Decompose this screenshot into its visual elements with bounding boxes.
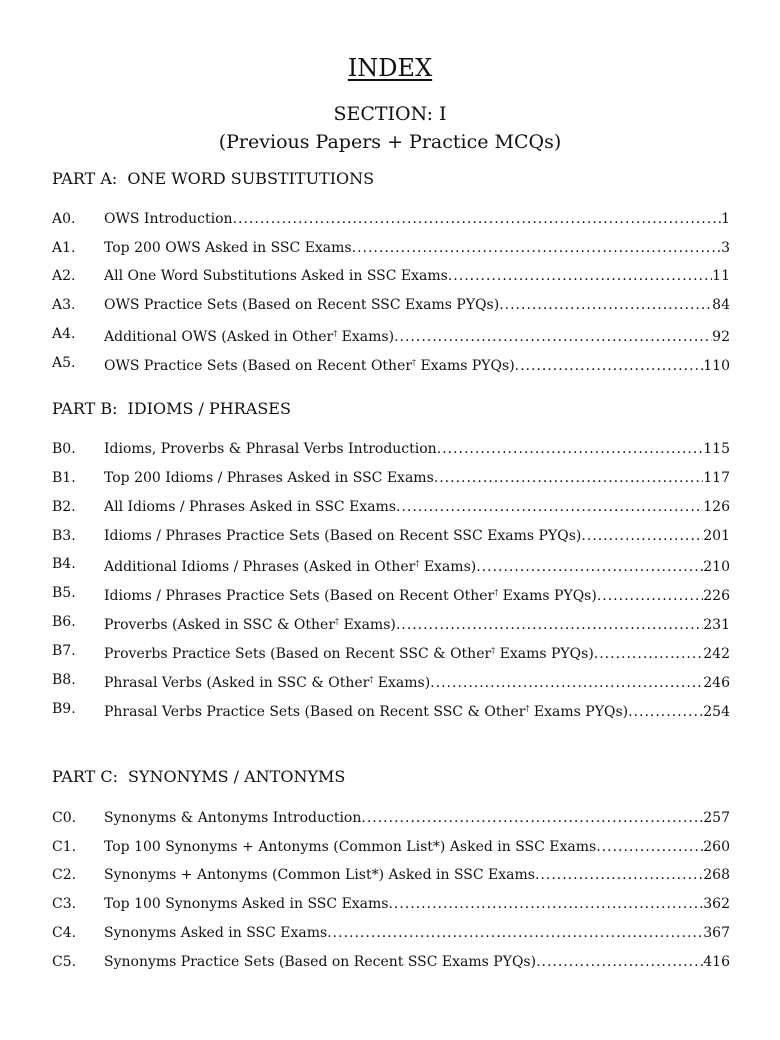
- toc-code: A1.: [52, 240, 76, 256]
- toc-text: Top 100 Synonyms Asked in SSC Exams: [104, 896, 389, 912]
- dagger-mark: †: [525, 704, 530, 713]
- leader-dots: [327, 923, 703, 943]
- toc-row-c0[interactable]: [52, 808, 730, 828]
- leader-dots: [596, 837, 703, 857]
- dagger-mark: †: [333, 329, 338, 338]
- toc-page: 117: [703, 470, 730, 486]
- toc-text: Idioms / Phrases Practice Sets (Based on Recent SSC Exams PYQs): [104, 528, 582, 544]
- toc-text: Top 200 OWS Asked in SSC Exams: [104, 240, 352, 256]
- toc-row-b2[interactable]: [52, 497, 730, 517]
- toc-row-c3[interactable]: [52, 894, 730, 914]
- toc-code: B9.: [52, 701, 76, 717]
- dagger-mark: †: [335, 617, 340, 626]
- toc-page: 92: [712, 329, 730, 345]
- toc-text: Top 100 Synonyms + Antonyms (Common List*) Asked in SSC Exams: [104, 839, 597, 855]
- leader-dots: [581, 526, 703, 546]
- toc-page: 3: [721, 240, 730, 256]
- dagger-mark: †: [369, 675, 374, 684]
- toc-row-a0[interactable]: [52, 209, 730, 229]
- part-name: ONE WORD SUBSTITUTIONS: [127, 169, 375, 188]
- part-label: PART B:: [52, 399, 118, 418]
- toc-code: C4.: [52, 925, 77, 941]
- dagger-mark: †: [494, 588, 499, 597]
- toc-page: 246: [703, 675, 730, 691]
- toc-code: B7.: [52, 643, 76, 659]
- toc-row-c5[interactable]: [52, 952, 730, 972]
- toc-text: Proverbs Practice Sets (Based on Recent SSC & Other† Exams PYQs): [104, 646, 594, 662]
- leader-dots: [352, 238, 721, 258]
- toc-text: Synonyms & Antonyms Introduction: [104, 810, 362, 826]
- toc-row-b8[interactable]: [52, 670, 730, 690]
- toc-row-a5[interactable]: [52, 353, 730, 373]
- toc-code: B4.: [52, 556, 76, 572]
- toc-page: 115: [703, 441, 730, 457]
- toc-page: 201: [703, 528, 730, 544]
- toc-text: Additional OWS (Asked in Other† Exams): [104, 329, 395, 345]
- toc-row-a1[interactable]: [52, 238, 730, 258]
- toc-page: 231: [703, 617, 730, 633]
- toc-text: Synonyms Practice Sets (Based on Recent SSC Exams PYQs): [104, 954, 537, 970]
- toc-row-a4[interactable]: [52, 324, 730, 344]
- part-name: IDIOMS / PHRASES: [127, 399, 291, 418]
- toc-page: 362: [703, 896, 730, 912]
- part-label: PART C:: [52, 767, 119, 786]
- toc-page: 226: [703, 588, 730, 604]
- toc-text: All Idioms / Phrases Asked in SSC Exams: [104, 499, 397, 515]
- toc-code: A0.: [52, 211, 76, 227]
- toc-text: Phrasal Verbs (Asked in SSC & Other† Exams): [104, 675, 431, 691]
- leader-dots: [388, 894, 703, 914]
- toc-row-b0[interactable]: [52, 439, 730, 459]
- leader-dots: [396, 497, 703, 517]
- section-subtitle: (Previous Papers + Practice MCQs): [218, 131, 562, 153]
- toc-text: Top 200 Idioms / Phrases Asked in SSC Exams: [104, 470, 434, 486]
- toc-row-b1[interactable]: [52, 468, 730, 488]
- toc-text: Additional Idioms / Phrases (Asked in Other† Exams): [104, 559, 477, 575]
- index-title: INDEX: [347, 54, 433, 82]
- toc-row-b4[interactable]: [52, 554, 730, 574]
- part-a-heading: [52, 169, 374, 188]
- part-c-heading: [52, 767, 345, 786]
- toc-code: A4.: [52, 326, 76, 342]
- leader-dots: [499, 295, 712, 315]
- toc-text: Idioms / Phrases Practice Sets (Based on Recent Other† Exams PYQs): [104, 588, 597, 604]
- toc-code: B2.: [52, 499, 76, 515]
- toc-page: 367: [703, 925, 730, 941]
- toc-row-b9[interactable]: [52, 699, 730, 719]
- leader-dots: [535, 865, 703, 885]
- section-heading: SECTION: I: [333, 103, 447, 125]
- toc-page: 254: [703, 704, 730, 720]
- toc-code: C5.: [52, 954, 77, 970]
- toc-page: 110: [703, 358, 730, 374]
- part-label: PART A:: [52, 169, 118, 188]
- toc-page: 210: [703, 559, 730, 575]
- leader-dots: [430, 673, 703, 693]
- toc-text: Idioms, Proverbs & Phrasal Verbs Introduction: [104, 441, 437, 457]
- toc-text: OWS Practice Sets (Based on Recent Other† Exams PYQs): [104, 358, 515, 374]
- leader-dots: [233, 209, 722, 229]
- toc-text: Proverbs (Asked in SSC & Other† Exams): [104, 617, 396, 633]
- dagger-mark: †: [491, 646, 496, 655]
- leader-dots: [361, 808, 703, 828]
- leader-dots: [515, 356, 704, 376]
- part-b-heading: [52, 399, 291, 418]
- toc-code: B1.: [52, 470, 76, 486]
- toc-code: A5.: [52, 355, 76, 371]
- toc-page: 1: [721, 211, 730, 227]
- toc-row-c4[interactable]: [52, 923, 730, 943]
- toc-text: All One Word Substitutions Asked in SSC Exams: [104, 268, 448, 284]
- toc-code: C1.: [52, 839, 77, 855]
- leader-dots: [396, 615, 703, 635]
- toc-text: Phrasal Verbs Practice Sets (Based on Recent SSC & Other† Exams PYQs): [104, 704, 629, 720]
- toc-code: B5.: [52, 585, 76, 601]
- toc-page: 268: [703, 867, 730, 883]
- toc-row-c1[interactable]: [52, 837, 730, 857]
- toc-page: 126: [703, 499, 730, 515]
- dagger-mark: †: [415, 559, 420, 568]
- toc-code: B3.: [52, 528, 76, 544]
- toc-code: C0.: [52, 810, 77, 826]
- toc-code: B0.: [52, 441, 76, 457]
- toc-page: 260: [703, 839, 730, 855]
- part-name: SYNONYMS / ANTONYMS: [128, 767, 346, 786]
- leader-dots: [394, 327, 712, 347]
- leader-dots: [536, 952, 703, 972]
- toc-text: OWS Practice Sets (Based on Recent SSC Exams PYQs): [104, 297, 500, 313]
- leader-dots: [594, 644, 703, 664]
- leader-dots: [628, 702, 703, 722]
- toc-row-b3[interactable]: [52, 526, 730, 546]
- toc-page: 257: [703, 810, 730, 826]
- dagger-mark: †: [412, 358, 417, 367]
- toc-page: 11: [712, 268, 730, 284]
- toc-code: B8.: [52, 672, 76, 688]
- toc-code: C3.: [52, 896, 77, 912]
- leader-dots: [437, 439, 704, 459]
- leader-dots: [597, 586, 703, 606]
- toc-text: Synonyms Asked in SSC Exams: [104, 925, 328, 941]
- toc-page: 84: [712, 297, 730, 313]
- leader-dots: [476, 557, 703, 577]
- leader-dots: [448, 266, 712, 286]
- toc-code: A3.: [52, 297, 76, 313]
- toc-page: 416: [703, 954, 730, 970]
- leader-dots: [434, 468, 704, 488]
- toc-row-a3[interactable]: [52, 295, 730, 315]
- toc-code: B6.: [52, 614, 76, 630]
- toc-page: 242: [703, 646, 730, 662]
- toc-row-b5[interactable]: [52, 583, 730, 603]
- toc-code: C2.: [52, 867, 77, 883]
- toc-row-c2[interactable]: [52, 865, 730, 885]
- toc-text: Synonyms + Antonyms (Common List*) Asked in SSC Exams: [104, 867, 535, 883]
- toc-row-b6[interactable]: [52, 612, 730, 632]
- toc-row-b7[interactable]: [52, 641, 730, 661]
- toc-row-a2[interactable]: [52, 266, 730, 286]
- toc-text: OWS Introduction: [104, 211, 233, 227]
- toc-code: A2.: [52, 268, 76, 284]
